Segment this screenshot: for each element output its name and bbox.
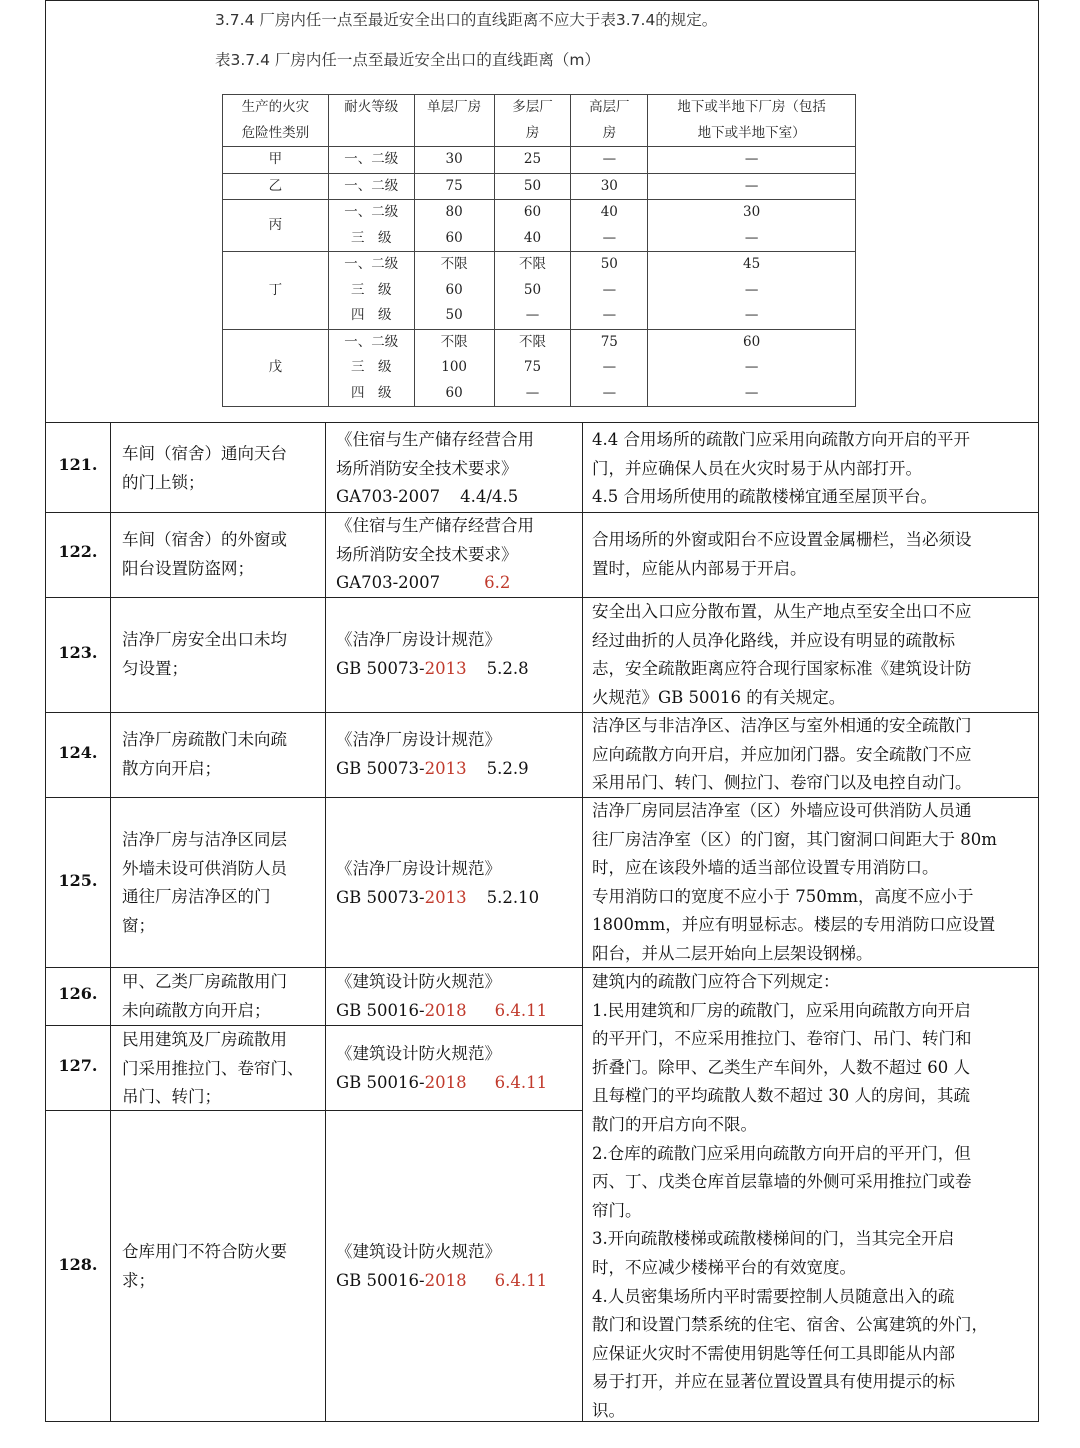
hazard-category-cell: 丁 xyxy=(223,252,329,330)
shared-requirement-line: 散门的开启方向不限。 xyxy=(592,1114,757,1134)
distance-table-cell: 60 xyxy=(414,381,494,407)
reference-cell: 《住宿与生产储存经营合用 场所消防安全技术要求》 GA703-2007 4.4/4.5 xyxy=(336,430,534,507)
distance-table-cell: — xyxy=(494,303,571,329)
shared-requirement-cell xyxy=(592,968,988,1426)
row-number: 128. xyxy=(58,1255,98,1274)
distance-table-header-cell xyxy=(328,121,414,147)
shared-requirement-line: 3.开向疏散楼梯或疏散楼梯间的门，当其完全开启 xyxy=(592,1229,955,1249)
distance-table-cell: 一、二级 xyxy=(328,200,414,226)
issue-cell: 车间（宿舍）的外窗或 阳台设置防盗网； xyxy=(122,530,287,578)
reference-cell: 《洁净厂房设计规范》 GB 50073-2013 5.2.9 xyxy=(336,730,529,778)
distance-table-header-cell: 房 xyxy=(494,121,571,147)
distance-table-cell: 60 xyxy=(414,226,494,252)
distance-table-cell: — xyxy=(571,226,648,252)
distance-table-cell: — xyxy=(571,355,648,381)
issue-cell: 洁净厂房疏散门未向疏 散方向开启； xyxy=(122,730,287,778)
shared-requirement-line: 识。 xyxy=(592,1400,625,1420)
section-heading: 3.7.4 厂房内任一点至最近安全出口的直线距离不应大于表3.7.4的规定。 xyxy=(215,11,718,29)
distance-table-cell: 一、二级 xyxy=(328,147,414,174)
distance-table-cell: 60 xyxy=(494,200,571,226)
distance-table-cell: 60 xyxy=(414,278,494,304)
row-number: 123. xyxy=(58,643,98,662)
distance-table-cell: 不限 xyxy=(494,329,571,355)
shared-requirement-line: 1.民用建筑和厂房的疏散门，应采用向疏散方向开启 xyxy=(592,1000,971,1020)
row-number: 121. xyxy=(58,455,98,474)
distance-table-cell: 50 xyxy=(494,278,571,304)
distance-table-header-cell: 房 xyxy=(571,121,648,147)
distance-table-cell: 30 xyxy=(414,147,494,174)
distance-table-cell: — xyxy=(571,278,648,304)
reference-cell: 《洁净厂房设计规范》 GB 50073-2013 5.2.8 xyxy=(336,630,529,678)
distance-table-row xyxy=(223,329,856,355)
reference-cell: 《住宿与生产储存经营合用 场所消防安全技术要求》 GA703-2007 6.2 xyxy=(336,516,534,593)
requirement-cell: 安全出入口应分散布置，从生产地点至安全出口不应 经过曲折的人员净化路线，并应设有明显的疏散标 志，安全疏散距离应符合现行国家标准《建筑设计防 火规范》GB 50016 的有关规定。 xyxy=(592,602,972,707)
distance-table-header-cell: 高层厂 xyxy=(571,95,648,121)
distance-table-cell: — xyxy=(571,147,648,174)
distance-table-cell: 25 xyxy=(494,147,571,174)
distance-table-row xyxy=(223,147,856,174)
distance-table-row xyxy=(223,173,856,200)
distance-table-cell: — xyxy=(648,226,856,252)
reference-cell: 《洁净厂房设计规范》 GB 50073-2013 5.2.10 xyxy=(336,859,540,907)
distance-table-cell: 40 xyxy=(494,226,571,252)
distance-table-cell: 30 xyxy=(648,200,856,226)
distance-table-cell: — xyxy=(648,303,856,329)
distance-table-row xyxy=(223,200,856,226)
distance-table-cell: — xyxy=(648,147,856,174)
distance-table-cell: 50 xyxy=(494,173,571,200)
issue-cell: 甲、乙类厂房疏散用门 未向疏散方向开启； xyxy=(122,972,287,1020)
distance-table-header-cell: 危险性类别 xyxy=(223,121,329,147)
shared-requirement-line: 帘门。 xyxy=(592,1200,642,1220)
distance-table-row xyxy=(223,252,856,278)
distance-table-header-cell: 耐火等级 xyxy=(328,95,414,121)
distance-table-cell: 三 级 xyxy=(328,355,414,381)
distance-table-cell: 80 xyxy=(414,200,494,226)
reference-cell: 《建筑设计防火规范》 GB 50016-2018 6.4.11 xyxy=(336,972,548,1020)
distance-table-cell: 100 xyxy=(414,355,494,381)
distance-table-cell: 三 级 xyxy=(328,278,414,304)
issue-cell: 仓库用门不符合防火要 求； xyxy=(122,1242,287,1290)
distance-table xyxy=(222,94,856,407)
distance-table-cell: 45 xyxy=(648,252,856,278)
distance-table-cell: 一、二级 xyxy=(328,252,414,278)
distance-table-cell: 不限 xyxy=(414,329,494,355)
distance-table-cell: 60 xyxy=(648,329,856,355)
distance-table-header-cell xyxy=(414,121,494,147)
hazard-category-cell: 甲 xyxy=(223,147,329,174)
row-divider xyxy=(45,512,1039,513)
reference-cell: 《建筑设计防火规范》 GB 50016-2018 6.4.11 xyxy=(336,1242,548,1290)
distance-table-cell: 三 级 xyxy=(328,226,414,252)
distance-table-cell: — xyxy=(571,381,648,407)
row-number: 127. xyxy=(58,1056,98,1075)
distance-table-cell: 30 xyxy=(571,173,648,200)
row-number: 124. xyxy=(58,743,98,762)
col-divider xyxy=(582,422,583,1422)
requirement-cell: 合用场所的外窗或阳台不应设置金属栅栏，当必须设 置时，应能从内部易于开启。 xyxy=(592,530,972,578)
distance-table-header-cell: 单层厂房 xyxy=(414,95,494,121)
distance-table-cell: 一、二级 xyxy=(328,173,414,200)
distance-table-cell: 75 xyxy=(571,329,648,355)
requirement-cell: 4.4 合用场所的疏散门应采用向疏散方向开启的平开 门，并应确保人员在火灾时易于从内部打开。 4.5 合用场所使用的疏散楼梯宜通至屋顶平台。 xyxy=(592,430,970,507)
distance-table-header-cell: 多层厂 xyxy=(494,95,571,121)
distance-table-cell: — xyxy=(648,381,856,407)
distance-table-cell: — xyxy=(571,303,648,329)
shared-requirement-line: 散门和设置门禁系统的住宅、宿舍、公寓建筑的外门， xyxy=(592,1315,988,1335)
distance-table-header-cell: 生产的火灾 xyxy=(223,95,329,121)
issue-cell: 洁净厂房安全出口未均 匀设置； xyxy=(122,630,287,678)
distance-table-header-cell: 地下或半地下室） xyxy=(648,121,856,147)
table-title: 表3.7.4 厂房内任一点至最近安全出口的直线距离（m） xyxy=(215,51,600,69)
distance-table-cell: 75 xyxy=(414,173,494,200)
distance-table-cell: — xyxy=(648,278,856,304)
issue-cell: 洁净厂房与洁净区同层 外墙未设可供消防人员 通往厂房洁净区的门 窗； xyxy=(122,830,287,935)
distance-table-header-row xyxy=(223,95,856,121)
shared-requirement-line: 折叠门。除甲、乙类生产车间外，人数不超过 60 人 xyxy=(592,1057,970,1077)
col-divider xyxy=(325,422,326,1422)
distance-table-cell: 75 xyxy=(494,355,571,381)
shared-requirement-line: 建筑内的疏散门应符合下列规定： xyxy=(592,972,840,991)
shared-requirement-line: 且每樘门的平均疏散人数不超过 30 人的房间，其疏 xyxy=(592,1086,970,1106)
issue-cell: 民用建筑及厂房疏散用 门采用推拉门、卷帘门、 吊门、转门； xyxy=(122,1030,304,1107)
requirement-cell: 洁净厂房同层洁净室（区）外墙应设可供消防人员通 往厂房洁净室（区）的门窗，其门窗洞口间距大于 80m 时，应在该段外墙的适当部位设置专用消防口。 专用消防口的宽度不应小于 750mm，高度不应小于 1800mm，并应有明显标志。楼层的专用消防口应设置 阳台，并从二层开始向上层架设钢梯。 xyxy=(592,801,997,963)
row-divider xyxy=(45,422,1039,423)
distance-table-header-row xyxy=(223,121,856,147)
distance-table-cell: 不限 xyxy=(494,252,571,278)
requirement-cell: 洁净区与非洁净区、洁净区与室外相通的安全疏散门 应向疏散方向开启，并应加闭门器。安全疏散门不应 采用吊门、转门、侧拉门、卷帘门以及电控自动门。 xyxy=(592,716,972,793)
hazard-category-cell: 乙 xyxy=(223,173,329,200)
row-number: 122. xyxy=(58,542,98,561)
distance-table-cell: — xyxy=(648,173,856,200)
distance-table-cell: 40 xyxy=(571,200,648,226)
distance-table-cell: — xyxy=(648,355,856,381)
issue-cell: 车间（宿舍）通向天台 的门上锁； xyxy=(122,444,287,492)
shared-requirement-line: 应保证火灾时不需使用钥匙等任何工具即能从内部 xyxy=(592,1343,955,1363)
distance-table-header-cell: 地下或半地下厂房（包括 xyxy=(648,95,856,121)
shared-requirement-line: 易于打开，并应在显著位置设置具有使用提示的标 xyxy=(592,1372,955,1392)
distance-table-cell: 一、二级 xyxy=(328,329,414,355)
shared-requirement-line: 时，不应减少楼梯平台的有效宽度。 xyxy=(592,1257,856,1277)
distance-table-cell: 50 xyxy=(414,303,494,329)
row-number: 125. xyxy=(58,871,98,890)
reference-cell: 《建筑设计防火规范》 GB 50016-2018 6.4.11 xyxy=(336,1044,548,1092)
distance-table-cell: 四 级 xyxy=(328,303,414,329)
distance-table-cell: 四 级 xyxy=(328,381,414,407)
row-number: 126. xyxy=(58,984,98,1003)
distance-table-cell: 不限 xyxy=(414,252,494,278)
shared-requirement-line: 2.仓库的疏散门应采用向疏散方向开启的平开门，但 xyxy=(592,1143,971,1163)
distance-table-cell: 50 xyxy=(571,252,648,278)
hazard-category-cell: 丙 xyxy=(223,200,329,252)
hazard-category-cell: 戊 xyxy=(223,329,329,407)
shared-requirement-line: 的平开门，不应采用推拉门、卷帘门、吊门、转门和 xyxy=(592,1029,972,1049)
shared-requirement-line: 4.人员密集场所内平时需要控制人员随意出入的疏 xyxy=(592,1286,955,1306)
shared-requirement-line: 丙、丁、戊类仓库首层靠墙的外侧可采用推拉门或卷 xyxy=(592,1172,972,1192)
distance-table-cell: — xyxy=(494,381,571,407)
col-divider xyxy=(110,422,111,1422)
